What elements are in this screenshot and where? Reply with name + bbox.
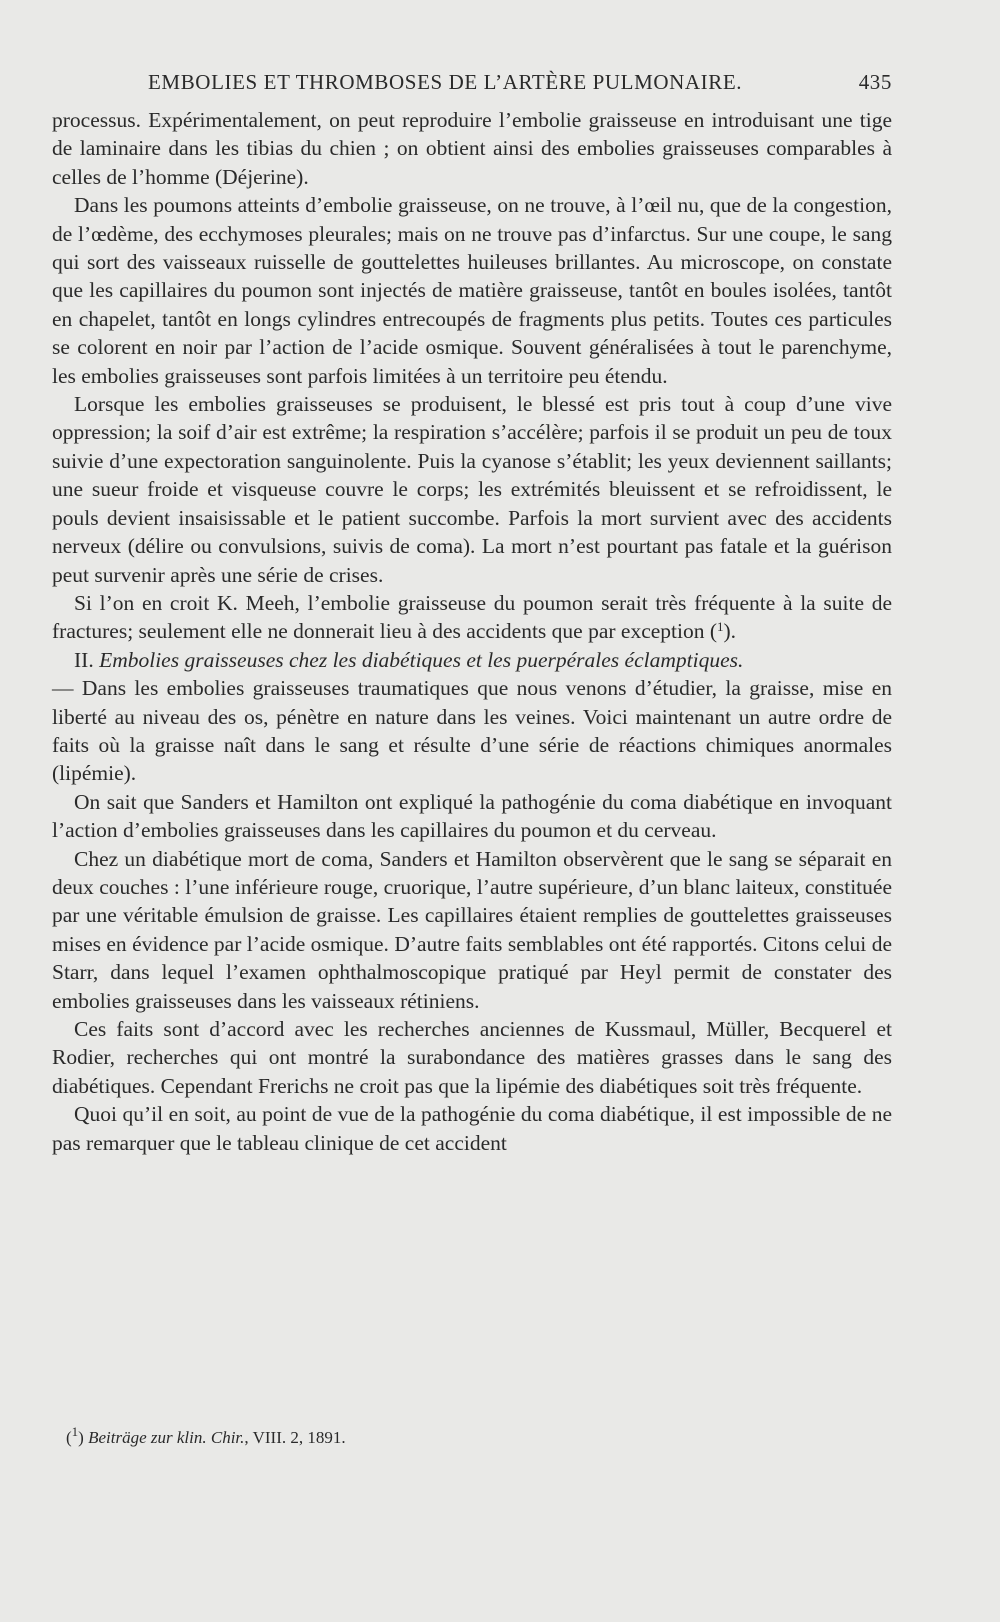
paragraph: Quoi qu’il en soit, au point de vue de la pathogénie du coma diabétique, il est impossible de ne pas remarquer que le tableau clinique de cet accident xyxy=(52,1102,892,1155)
section-heading xyxy=(52,646,892,674)
footnote: ($^1$) Beiträge zur klin. Chir., VIII. 2, 1891. xyxy=(66,1424,346,1447)
running-title: EMBOLIES ET THROMBOSES DE L’ARTÈRE PULMONAIRE. xyxy=(148,70,743,94)
footnote-reference-text: , VIII. 2, 1891. xyxy=(244,1428,346,1447)
paragraph: Ces faits sont d’accord avec les recherches anciennes de Kussmaul, Müller, Becquerel et Rodier, recherches qui ont montré la surabondance des matières grasses dans le sang des diabétiques. Cependant Frerichs ne croit pas que la lipémie des diabétiques soit très fréquente. xyxy=(52,1017,892,1098)
page-header xyxy=(52,70,892,100)
paragraph: Chez un diabétique mort de coma, Sanders et Hamilton observèrent que le sang se séparait en deux couches : l’une inférieure rouge, cruorique, l’autre supérieure, d’un blanc laiteux, constituée par une véritable émulsion de graisse. Les capillaires étaient remplies de gouttelettes graisseuses mises en évidence par l’acide osmique. D’autre faits semblables ont été rapportés. Citons celui de Starr, dans lequel l’examen ophthalmoscopique pratiqué par Heyl permit de constater des embolies graisseuses dans les vaisseaux rétiniens. xyxy=(52,846,892,1013)
paragraph xyxy=(52,589,892,646)
paragraph: — Dans les embolies graisseuses traumatiques que nous venons d’étudier, la graisse, mise en liberté au niveau des os, pénètre en nature dans les veines. Voici maintenant un autre ordre de faits où la graisse naît dans le sang et résulte d’une série de réactions chimiques anormales (lipémie). xyxy=(52,676,892,786)
footnote-ref-close: ). xyxy=(723,619,737,644)
paragraph: On sait que Sanders et Hamilton ont expliqué la pathogénie du coma diabétique en invoquant l’action d’embolies graisseuses dans les capillaires du poumon et du cerveau. xyxy=(52,789,892,843)
section-number: II. xyxy=(74,647,94,672)
footnote-source: Beiträge zur klin. Chir. xyxy=(88,1428,245,1447)
page-number: 435 xyxy=(858,70,892,94)
paragraph: processus. Expérimentalement, on peut reproduire l’embolie graisseuse en introduisant une tige de laminaire dans les tibias du chien ; on obtient ainsi des embolies graisseuses comparables à celles de l’homme (Déjerine). xyxy=(52,108,892,189)
footnote-marker: 1 xyxy=(71,1424,79,1439)
body-text xyxy=(52,106,892,1157)
footnote-reference: 1 xyxy=(717,619,724,635)
paragraph: Lorsque les embolies graisseuses se produisent, le blessé est pris tout à coup d’une vive oppression; la soif d’air est extrême; la respiration s’accélère; parfois il se produit un peu de toux suivie d’une expectoration sanguinolente. Puis la cyanose s’établit; les yeux deviennent saillants; une sueur froide et visqueuse couvre le corps; les extrémités bleuissent et se refroidissent, le pouls devient insaisissable et le patient succombe. Parfois la mort survient avec des accidents nerveux (délire ou convulsions, suivis de coma). La mort n’est pourtant pas fatale et la guérison peut survenir après une série de crises. xyxy=(52,392,892,587)
paragraph: Dans les poumons atteints d’embolie graisseuse, on ne trouve, à l’œil nu, que de la congestion, de l’œdème, des ecchymoses pleurales; mais on ne trouve pas d’infarctus. Sur une coupe, le sang qui sort des vaisseaux ruisselle de gouttelettes huileuses brillantes. Au microscope, on constate que les capillaires du poumon sont injectés de matière graisseuse, tantôt en boules isolées, tantôt en chapelet, tantôt en longs cylindres entrecoupés de fragments plus petits. Toutes ces particules se colorent en noir par l’action de l’acide osmique. Souvent généralisées à tout le parenchyme, les embolies graisseuses sont parfois limitées à un territoire peu étendu. xyxy=(52,193,892,388)
paragraph-text: Si l’on en croit K. Meeh, l’embolie graisseuse du poumon serait très fréquente à la suite de fractures; seulement elle ne donnerait lieu à des accidents que par exception ( xyxy=(52,590,892,644)
section-title: Embolies graisseuses chez les diabétiques et les puerpérales éclamptiques. xyxy=(99,647,744,672)
